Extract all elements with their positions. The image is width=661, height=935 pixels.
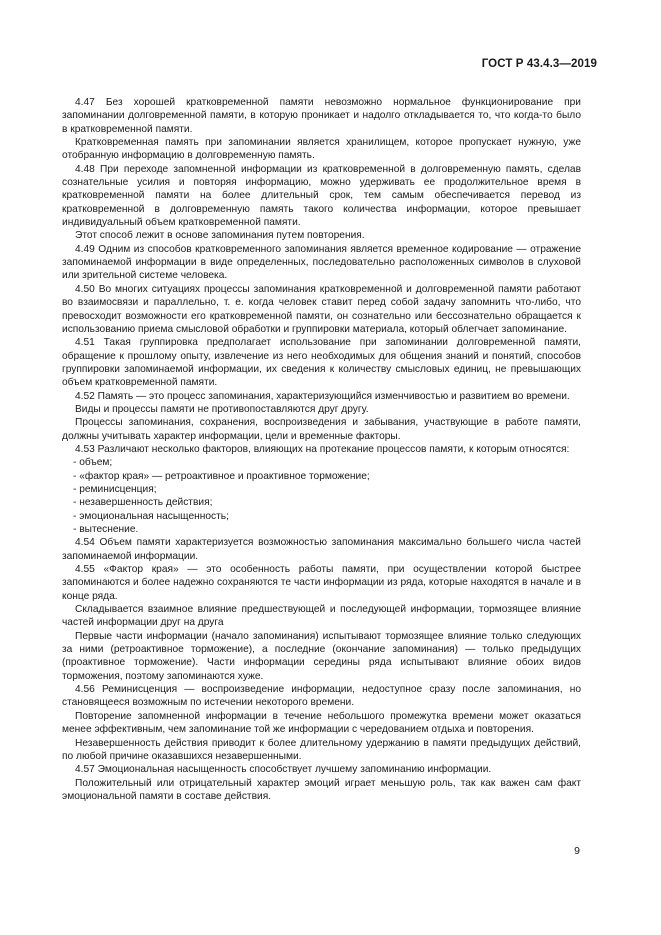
paragraph: Этот способ лежит в основе запоминания путем повторения. bbox=[75, 230, 365, 242]
list-item: - эмоциональная насыщенность; bbox=[73, 510, 229, 522]
list-item: - незавершенность действия; bbox=[73, 497, 213, 509]
paragraph: Первые части информации (начало запоминания) испытывают тормозящее влияние только следующих за ними (ретроактивное торможение), а последние (окончание запоминания) — только предыдущих (проактивное торможение). Части информации середины ряда испытывают влияние обоих видов торможения, поэтому запоминаются хуже. bbox=[62, 630, 581, 682]
paragraph: Незавершенность действия приводит к более длительному удержанию в памяти предыдущих действий, по любой причине оказавшихся незавершенными. bbox=[62, 737, 581, 762]
document-code-header: ГОСТ Р 43.4.3—2019 bbox=[481, 58, 597, 70]
paragraph: 4.49 Одним из способов кратковременного запоминания является временное кодирование — отражение запоминаемой информации в виде определенных, последовательно расположенных символов в слуховой или зрительной системе человека. bbox=[62, 243, 581, 282]
paragraph: Виды и процессы памяти не противопоставляются друг другу. bbox=[75, 403, 369, 415]
paragraph: 4.53 Различают несколько факторов, влияющих на протекание процессов памяти, к которым относятся: bbox=[75, 443, 570, 455]
page-number: 9 bbox=[574, 845, 580, 857]
list-item: - реминисценция; bbox=[73, 483, 157, 495]
paragraph: 4.55 «Фактор края» — это особенность работы памяти, при осуществлении которой быстрее запоминаются и более надежно сохраняются те части информации из ряда, которые находятся в начале и в конце ряда. bbox=[62, 564, 581, 602]
document-body bbox=[62, 96, 581, 803]
paragraph: Складывается взаимное влияние предшествующей и последующей информации, тормозящее влияние частей информации друг на друга bbox=[62, 604, 581, 629]
paragraph: 4.54 Объем памяти характеризуется возможностью запоминания максимально большего числа частей запоминаемой информации. bbox=[62, 537, 581, 562]
paragraph: 4.57 Эмоциональная насыщенность способствует лучшему запоминанию информации. bbox=[75, 764, 492, 776]
paragraph: 4.51 Такая группировка предполагает использование при запоминании долговременной памяти, обращение к прошлому опыту, извлечение из него необходимых для общения знаний и понятий, способов группировки запоминаемой информации, их сведения к количеству смысловых единиц, не превышающих объем кратковременной памяти. bbox=[62, 337, 581, 389]
paragraph: Кратковременная память при запоминании является хранилищем, которое пропускает нужную, уже отобранную информацию в долговременную память. bbox=[62, 137, 581, 162]
paragraph: 4.56 Реминисценция — воспроизведение информации, недоступное сразу после запоминания, но становящееся возможным по истечении некоторого времени. bbox=[62, 684, 581, 709]
paragraph: 4.52 Память — это процесс запоминания, характеризующийся изменчивостью и развитием во времени. bbox=[75, 390, 570, 402]
paragraph: Повторение запомненной информации в течение небольшого промежутка времени может оказаться менее эффективным, чем запоминание той же информации с чередованием отдыха и повторения. bbox=[62, 710, 581, 736]
paragraph: 4.48 При переходе запомненной информации из кратковременной в долговременную память, сделав сознательные усилия и повторяя информацию, можно удерживать ее продолжительное время в кратковременной памяти на более длительный срок, тем самым обеспечивается перевод из кратковременной в долговременную память такого количества информации, которое превышает индивидуальный объем кратковременной памяти. bbox=[62, 163, 581, 229]
list-item: - объем; bbox=[73, 457, 113, 469]
list-item: - «фактор края» — ретроактивное и проактивное торможение; bbox=[73, 470, 370, 482]
paragraph: 4.47 Без хорошей кратковременной памяти невозможно нормальное функционирование при запоминании долговременной памяти, в которую проникает и надолго откладывается то, что когда-то было в кратковременной памяти. bbox=[62, 97, 581, 135]
list-item: - вытеснение. bbox=[73, 524, 139, 535]
paragraph: Положительный или отрицательный характер эмоций играет меньшую роль, так как важен сам факт эмоциональной памяти в составе действия. bbox=[62, 777, 581, 802]
paragraph: Процессы запоминания, сохранения, воспроизведения и забывания, участвующие в работе памяти, должны учитывать характер информации, цели и временные факторы. bbox=[62, 417, 581, 442]
paragraph: 4.50 Во многих ситуациях процессы запоминания кратковременной и долговременной памяти работают во взаимосвязи и параллельно, т. е. когда человек ставит перед собой задачу запомнить что-либо, что превосходит возможности его кратковременной памяти, он сознательно или бессознательно обращается к использованию приема смысловой обработки и группировки материала, который облегчает запоминание. bbox=[62, 283, 581, 335]
